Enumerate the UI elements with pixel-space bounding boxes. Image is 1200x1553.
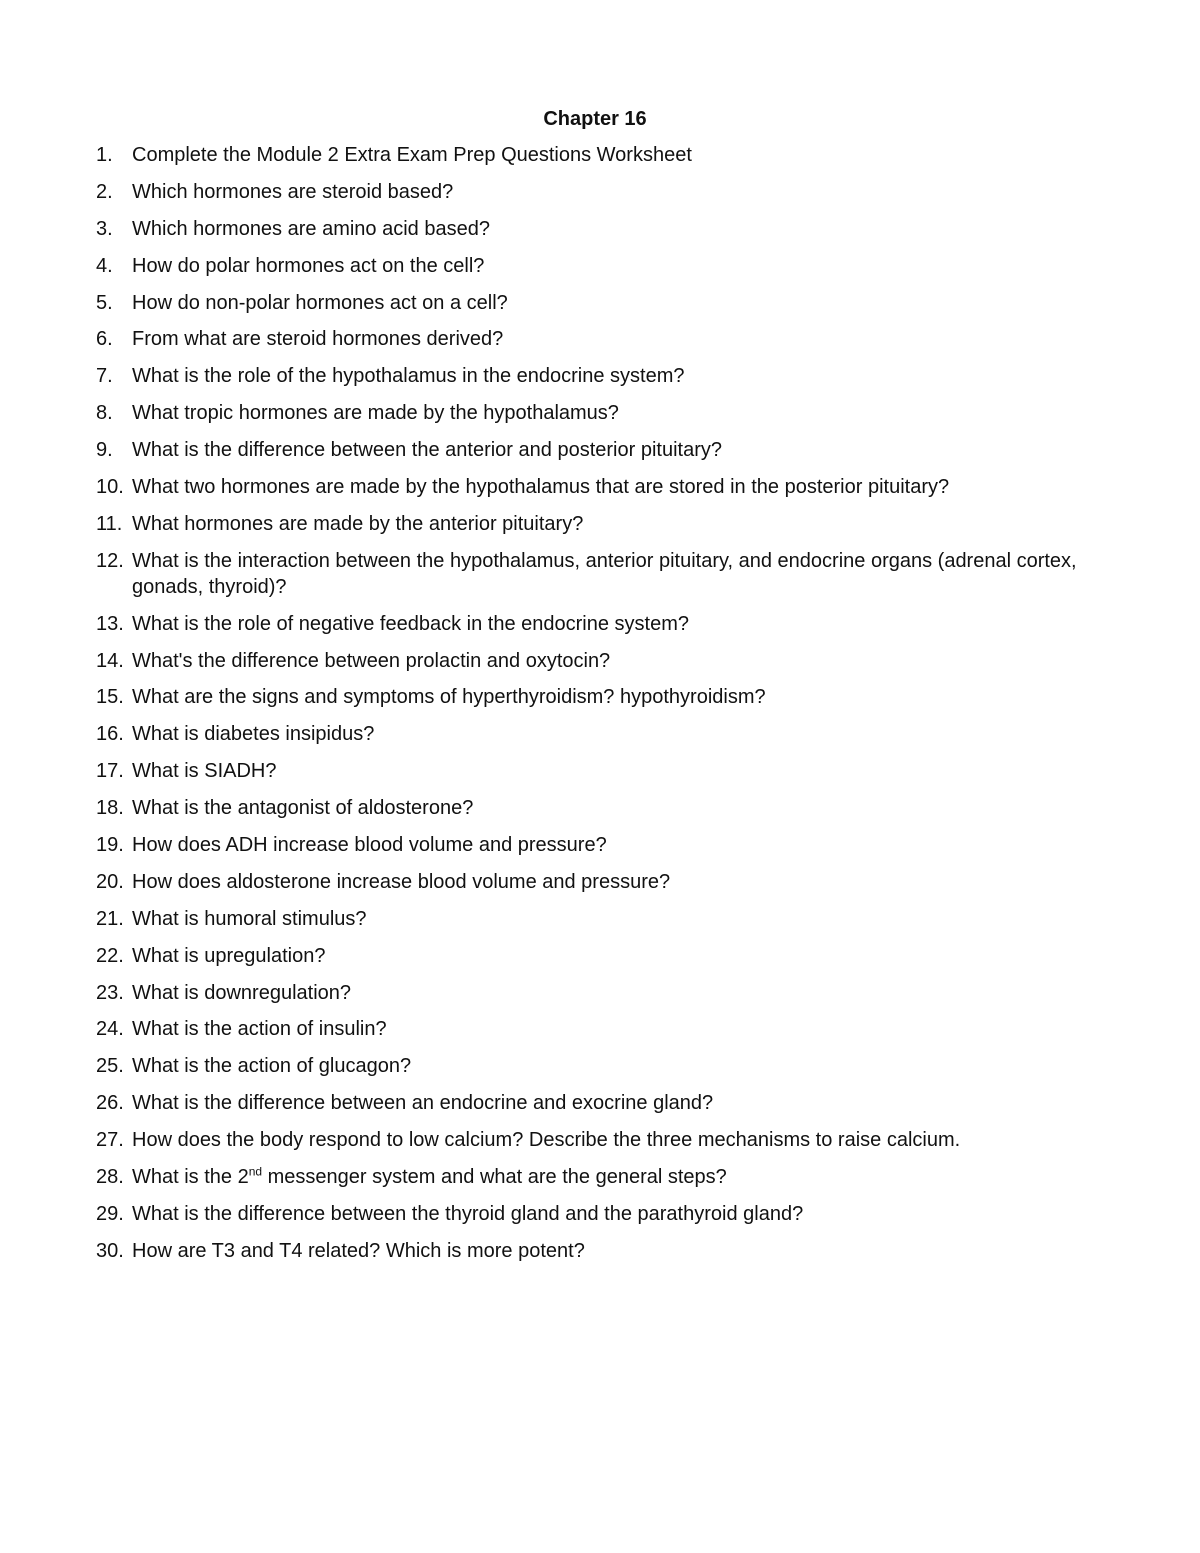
list-item [96,980,1116,1006]
list-item [96,795,1116,821]
list-item [96,1201,1116,1227]
question-text: What are the signs and symptoms of hyperthyroidism? hypothyroidism? [132,686,766,709]
list-item [96,684,1116,710]
question-text: Which hormones are steroid based? [132,180,454,203]
question-number: 23. [96,981,124,1004]
list-item [96,363,1116,389]
question-number: 7. [96,365,113,388]
question-number: 8. [96,402,113,425]
question-number: 14. [96,649,124,672]
question-text: How does ADH increase blood volume and pressure? [132,834,607,857]
question-number: 28. [96,1166,124,1189]
question-text: What two hormones are made by the hypothalamus that are stored in the posterior pituitary? [132,476,950,499]
list-item [96,869,1116,895]
question-text: What is upregulation? [132,944,326,967]
question-text: What is SIADH? [132,760,277,783]
list-item [96,474,1116,500]
question-text: What is the action of glucagon? [132,1055,412,1078]
question-number: 17. [96,760,124,783]
list-item [96,548,1116,600]
question-number: 6. [96,328,113,351]
question-text: How are T3 and T4 related? Which is more potent? [132,1239,585,1262]
question-text-after: messenger system and what are the general steps? [262,1166,727,1189]
list-item [96,216,1116,242]
question-text: How does aldosterone increase blood volume and pressure? [132,870,671,893]
list-item [96,326,1116,352]
question-number: 25. [96,1055,124,1078]
question-number: 9. [96,439,113,462]
question-text: What is the role of the hypothalamus in the endocrine system? [132,365,685,388]
list-item [96,290,1116,316]
ordinal-superscript: nd [248,1164,263,1179]
question-text: What is the antagonist of aldosterone? [132,797,474,820]
question-number: 26. [96,1092,124,1115]
list-item [96,611,1116,637]
question-number: 12. [96,549,124,572]
list-item [96,437,1116,463]
question-text: What tropic hormones are made by the hypothalamus? [132,402,619,425]
list-item [96,511,1116,537]
list-item [96,1164,1116,1190]
question-number: 19. [96,834,124,857]
question-text: What is the action of insulin? [132,1018,387,1041]
question-text [132,1164,1116,1190]
list-item [96,1053,1116,1079]
question-number: 10. [96,476,124,499]
question-number: 4. [96,254,113,277]
question-text: What is diabetes insipidus? [132,723,375,746]
question-number: 21. [96,907,124,930]
list-item [96,832,1116,858]
list-item [96,1090,1116,1116]
list-item [96,758,1116,784]
question-number: 22. [96,944,124,967]
list-item [96,1016,1116,1042]
question-text: What is humoral stimulus? [132,907,367,930]
question-text: How does the body respond to low calcium? Describe the three mechanisms to raise calcium. [132,1129,961,1152]
list-item [96,179,1116,205]
question-text-before: What is the 2 [132,1166,249,1189]
question-number: 15. [96,686,124,709]
question-number: 2. [96,180,113,203]
question-text: How do polar hormones act on the cell? [132,254,485,277]
question-number: 1. [96,144,113,166]
question-text: How do non-polar hormones act on a cell? [132,291,508,314]
question-number: 30. [96,1239,124,1262]
list-item [96,648,1116,674]
question-text: What's the difference between prolactin and oxytocin? [132,649,611,672]
question-number: 13. [96,612,124,635]
list-item [96,1127,1116,1153]
page-title: Chapter 16 [543,108,647,130]
question-text: What is the difference between the anterior and posterior pituitary? [132,439,722,462]
question-number: 24. [96,1018,124,1041]
question-text: Which hormones are amino acid based? [132,217,490,240]
question-list [96,142,1116,1275]
list-item [96,142,1116,168]
question-number: 27. [96,1129,124,1152]
question-text: What is the interaction between the hypothalamus, anterior pituitary, and endocrine organs (adrenal cortex, gonads, thyroid)? [132,549,1077,598]
list-item [96,906,1116,932]
question-text: What is downregulation? [132,981,352,1004]
question-number: 5. [96,291,113,314]
question-number: 16. [96,723,124,746]
question-text: What is the difference between an endocrine and exocrine gland? [132,1092,714,1115]
list-item [96,400,1116,426]
question-text: What is the role of negative feedback in the endocrine system? [132,612,689,635]
question-number: 18. [96,797,124,820]
question-number: 29. [96,1202,124,1225]
list-item [96,943,1116,969]
question-number: 11. [96,512,123,535]
question-text: Complete the Module 2 Extra Exam Prep Questions Worksheet [132,144,692,166]
question-text: What hormones are made by the anterior pituitary? [132,512,584,535]
question-text: What is the difference between the thyroid gland and the parathyroid gland? [132,1202,804,1225]
list-item [96,253,1116,279]
list-item [96,1238,1116,1264]
question-number: 20. [96,870,124,893]
question-text: From what are steroid hormones derived? [132,328,504,351]
question-number: 3. [96,217,113,240]
list-item [96,721,1116,747]
